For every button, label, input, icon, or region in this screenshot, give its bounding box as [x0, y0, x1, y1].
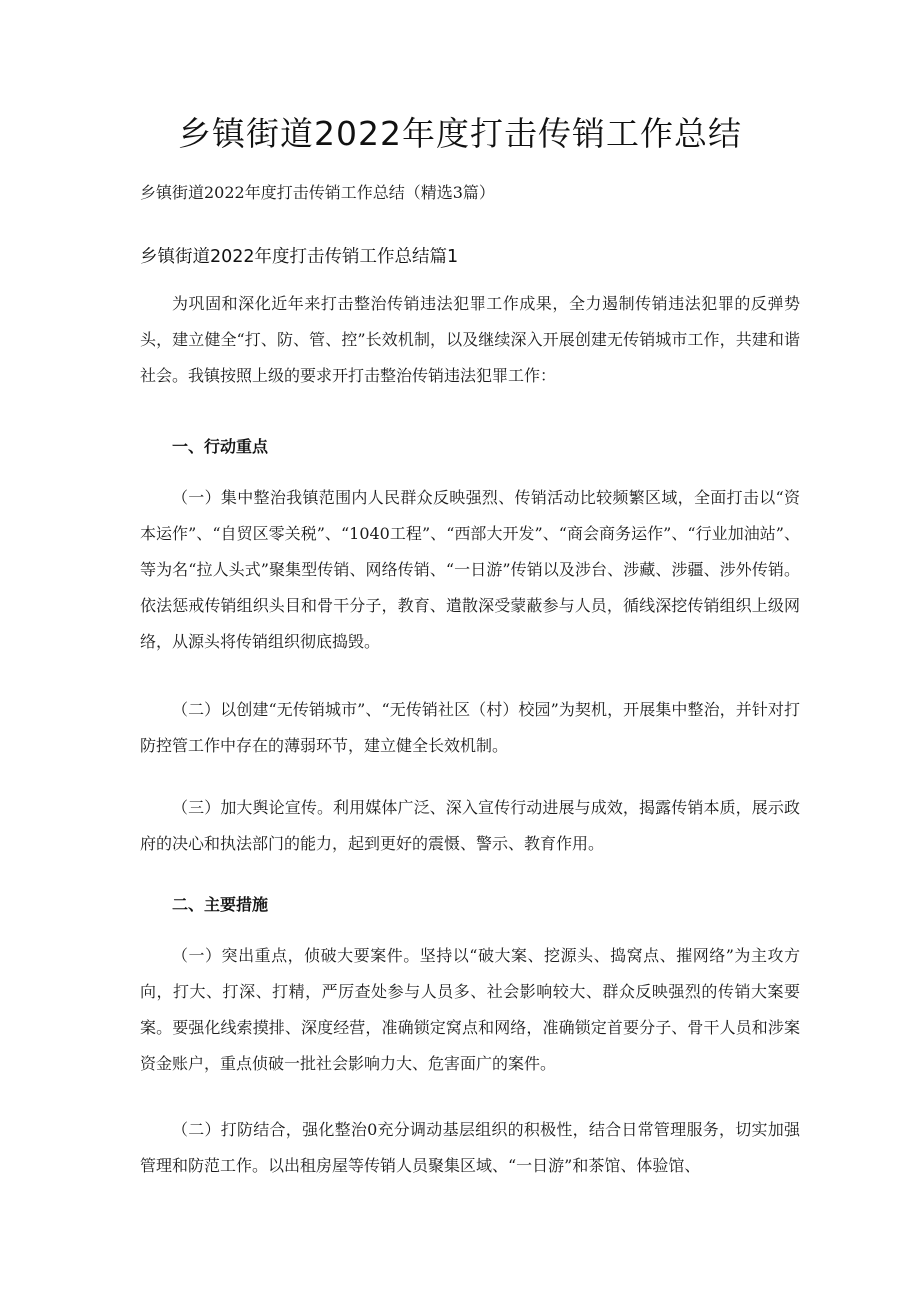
section2-paragraph-1: （一）突出重点，侦破大要案件。坚持以“破大案、挖源头、捣窝点、摧网络”为主攻方向，打大、打深、打精，严厉查处参与人员多、社会影响较大、群众反映强烈的传销大案要案。要强化线索摸排、深度经营，准确锁定窝点和网络，准确锁定首要分子、骨干人员和涉案资金账户，重点侦破一批社会影响力大、危害面广的案件。 [140, 946, 800, 1073]
intro-paragraph: 为巩固和深化近年来打击整治传销违法犯罪工作成果，全力遏制传销违法犯罪的反弹势头，建立健全“打、防、管、控”长效机制，以及继续深入开展创建无传销城市工作，共建和谐社会。我镇按照上级的要求开打击整治传销违法犯罪工作： [140, 294, 800, 385]
section1-paragraph-1: （一）集中整治我镇范围内人民群众反映强烈、传销活动比较频繁区域，全面打击以“资本运作”、“自贸区零关税”、“1040工程”、“西部大开发”、“商会商务运作”、“行业加油站”、等为名“拉人头式”聚集型传销、网络传销、“一日游”传销以及涉台、涉藏、涉疆、涉外传销。依法惩戒传销组织头目和骨干分子，教育、遣散深受蒙蔽参与人员，循线深挖传销组织上级网络，从源头将传销组织彻底捣毁。 [140, 488, 800, 651]
section2-paragraph-2: （二）打防结合，强化整治0充分调动基层组织的积极性，结合日常管理服务，切实加强管理和防范工作。以出租房屋等传销人员聚集区域、“一日游”和茶馆、体验馆、 [140, 1120, 800, 1175]
part-heading: 乡镇街道2022年度打击传销工作总结篇1 [140, 247, 459, 267]
section-heading-2: 二、主要措施 [172, 895, 269, 914]
section1-paragraph-3: （三）加大舆论宣传。利用媒体广泛、深入宣传行动进展与成效，揭露传销本质，展示政府的决心和执法部门的能力，起到更好的震慑、警示、教育作用。 [140, 798, 800, 853]
section1-paragraph-2: （二）以创建“无传销城市”、“无传销社区（村）校园”为契机，开展集中整治，并针对打防控管工作中存在的薄弱环节，建立健全长效机制。 [140, 700, 800, 755]
section-heading-1: 一、行动重点 [172, 437, 269, 456]
document-subtitle: 乡镇街道2022年度打击传销工作总结（精选3篇） [140, 183, 495, 202]
document-title: 乡镇街道2022年度打击传销工作总结 [178, 114, 742, 153]
